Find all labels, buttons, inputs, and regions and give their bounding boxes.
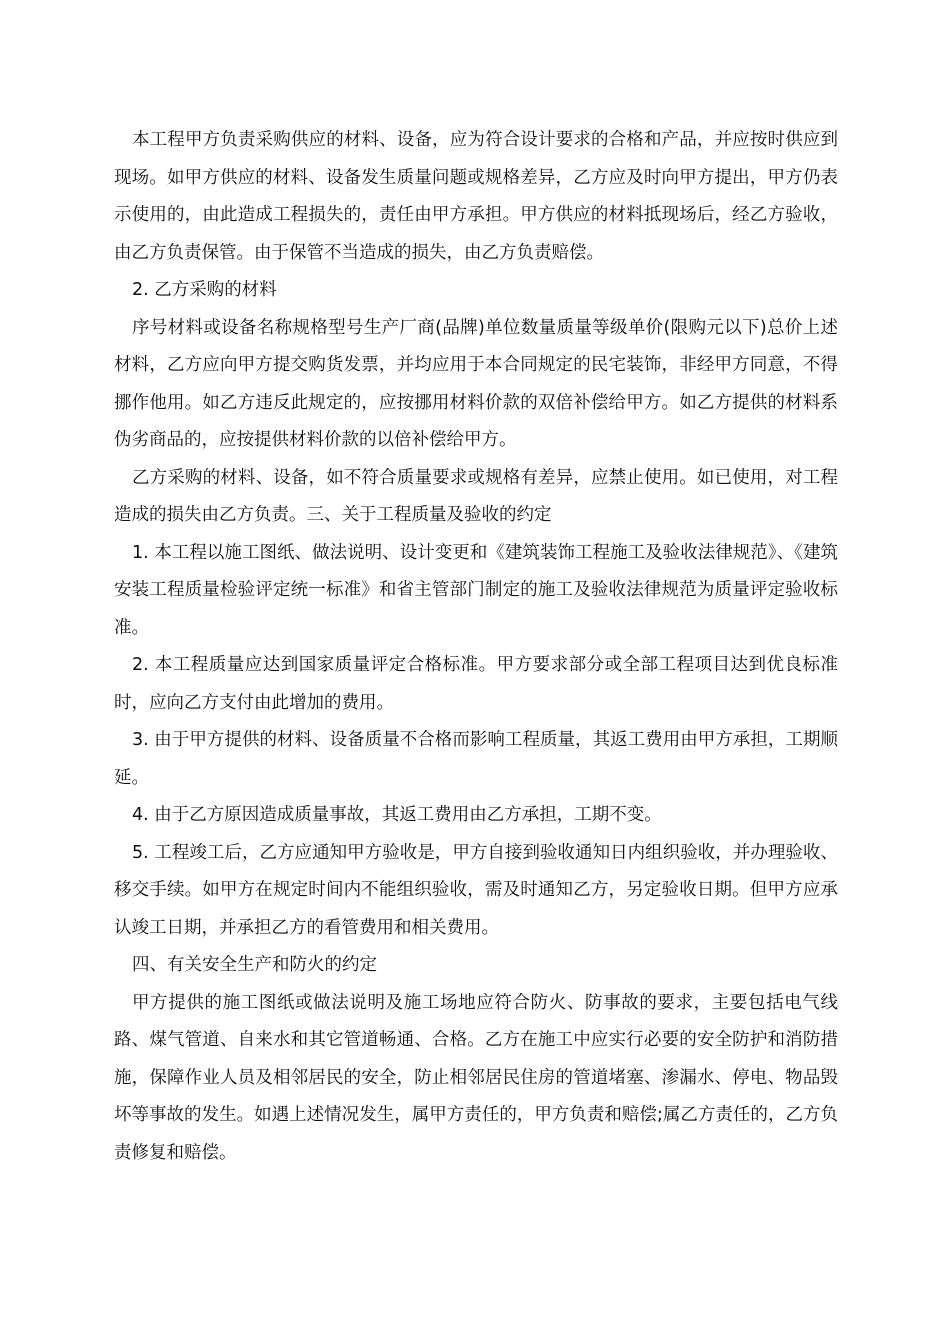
paragraph-quality-standard: 1. 本工程以施工图纸、做法说明、设计变更和《建筑装饰工程施工及验收法律规范》、《建筑安装工程质量检验评定统一标准》和省主管部门制定的施工及验收法律规范为质量评定验收标准。 (114, 542, 838, 638)
paragraph-quality-level: 2. 本工程质量应达到国家质量评定合格标准。甲方要求部分或全部工程项目达到优良标准时，应向乙方支付由此增加的费用。 (114, 655, 838, 713)
paragraph-contractor-materials: 序号材料或设备名称规格型号生产厂商(品牌)单位数量质量等级单价(限购元以下)总价上述材料，乙方应向甲方提交购货发票，并均应用于本合同规定的民宅装饰，非经甲方同意，不得挪作他用。如乙方违反此规定的，应按挪用材料价款的双倍补偿给甲方。如乙方提供的材料系伪劣商品的，应按提供材料价款的以倍补偿给甲方。 (114, 317, 838, 450)
paragraph-nonconforming-materials: 乙方采购的材料、设备，如不符合质量要求或规格有差异，应禁止使用。如已使用，对工程造成的损失由乙方负责。三、关于工程质量及验收的约定 (114, 467, 838, 525)
paragraph-client-material-defect: 3. 由于甲方提供的材料、设备质量不合格而影响工程质量，其返工费用由甲方承担，工期顺延。 (114, 730, 838, 788)
paragraph-safety-fire: 甲方提供的施工图纸或做法说明及施工场地应符合防火、防事故的要求，主要包括电气线路、煤气管道、自来水和其它管道畅通、合格。乙方在施工中应实行必要的安全防护和消防措施，保障作业人员及相邻居民的安全，防止相邻居民住房的管道堵塞、渗漏水、停电、物品毁坏等事故的发生。如遇上述情况发生，属甲方责任的，甲方负责和赔偿;属乙方责任的，乙方负责修复和赔偿。 (114, 992, 838, 1163)
heading-contractor-materials: 2. 乙方采购的材料 (132, 280, 277, 300)
document-body (114, 122, 838, 1172)
paragraph-completion-acceptance: 5. 工程竣工后，乙方应通知甲方验收是，甲方自接到验收通知日内组织验收，并办理验收、移交手续。如甲方在规定时间内不能组织验收，需及时通知乙方，另定验收日期。但甲方应承认竣工日期，并承担乙方的看管费用和相关费用。 (114, 842, 838, 938)
paragraph-materials-supply: 本工程甲方负责采购供应的材料、设备，应为符合设计要求的合格和产品，并应按时供应到现场。如甲方供应的材料、设备发生质量问题或规格差异，乙方应及时向甲方提出，甲方仍表示使用的，由此造成工程损失的，责任由甲方承担。甲方供应的材料抵现场后，经乙方验收，由乙方负责保管。由于保管不当造成的损失，由乙方负责赔偿。 (114, 130, 838, 263)
paragraph-contractor-quality-accident: 4. 由于乙方原因造成质量事故，其返工费用由乙方承担，工期不变。 (132, 805, 662, 825)
heading-safety-fire: 四、有关安全生产和防火的约定 (132, 955, 377, 975)
